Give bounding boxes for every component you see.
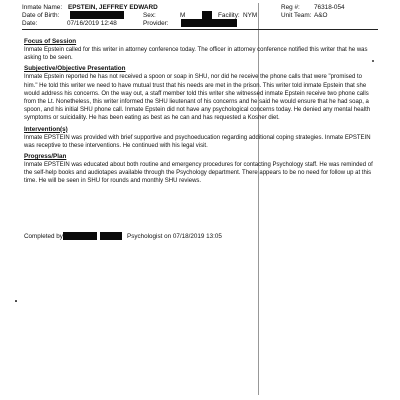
unit-team-value: A&O [314, 12, 328, 19]
unit-team-label: Unit Team: [281, 12, 312, 19]
section-text: Inmate EPSTEIN was educated about both routine and emergency procedures for contacting Psychology staff. He was reminded of the self-help books and audiotapes available through the Psychology department. There appears to be no need for follow up at this time. He will be seen in SHU for rounds and monthly SHU reviews. [24, 162, 373, 185]
redacted-name-1 [63, 232, 97, 240]
section-text: Inmate Epstein called for this writer in attorney conference today. The officer in attorney conference notified this writer that he was asking to be seen. [24, 47, 368, 62]
provider-label: Provider: [143, 20, 169, 27]
dob-label: Date of Birth: [22, 12, 60, 19]
section-title: Focus of Session [24, 38, 77, 45]
facility-value: NYM [243, 12, 258, 19]
redacted-provider [181, 19, 237, 27]
section-subjective-objective [24, 65, 376, 122]
section-title: Subjective/Objective Presentation [24, 65, 126, 73]
session-note-body [24, 38, 376, 189]
header-divider [22, 29, 378, 30]
signature-line: Psychologist on 07/18/2019 13:05 [127, 233, 222, 240]
section-title: Intervention(s) [24, 125, 68, 133]
date-label: Date: [22, 20, 38, 27]
sex-value: M [180, 12, 186, 19]
section-interventions [24, 126, 376, 150]
reg-value: 76318-054 [314, 4, 345, 11]
inmate-name-label: Inmate Name: [22, 4, 63, 11]
redacted-mark-1 [202, 11, 212, 19]
sex-label: Sex: [143, 12, 156, 19]
inmate-name-value: EPSTEIN, JEFFREY EDWARD [68, 4, 158, 11]
section-text: Inmate EPSTEIN was provided with brief supportive and psychoeducation regarding additional coping strategies. Inmate EPSTEIN was receptive to these interventions. He continued with his legal visit. [24, 134, 371, 149]
redacted-dob [70, 11, 124, 19]
section-focus [24, 38, 376, 62]
section-title: Progress/Plan [24, 153, 67, 161]
facility-label: Facility: [218, 12, 240, 19]
reg-label: Reg #: [281, 4, 300, 11]
completed-by-label: Completed by [24, 233, 63, 240]
scan-speck [15, 300, 17, 302]
section-text: Inmate Epstein reported he has not received a spoon or soap in SHU, nor did he receive the phone calls that were "promised to him." He told this writer we need to have mutual trust that his needs are met in the prison. This writer told inmate Epstein that she would address his concerns. On the way out, a staff member told this writer she witnessed inmate Epstein receive two phone calls from the Lt. Nonetheless, this writer informed the SHU lieutenant of his concerns and he said he would ensure that he had soap, a spoon, and his initial SHU phone call. Inmate Epstein did not have any psychological concerns today. He denied any mental health symptoms or suicidality. He has been eating as best as he can and has requested a Kosher diet. [24, 74, 371, 122]
date-value: 07/16/2019 12:48 [67, 20, 117, 27]
redacted-name-2 [100, 232, 122, 240]
scan-speck [372, 60, 374, 62]
section-progress-plan [24, 153, 376, 186]
